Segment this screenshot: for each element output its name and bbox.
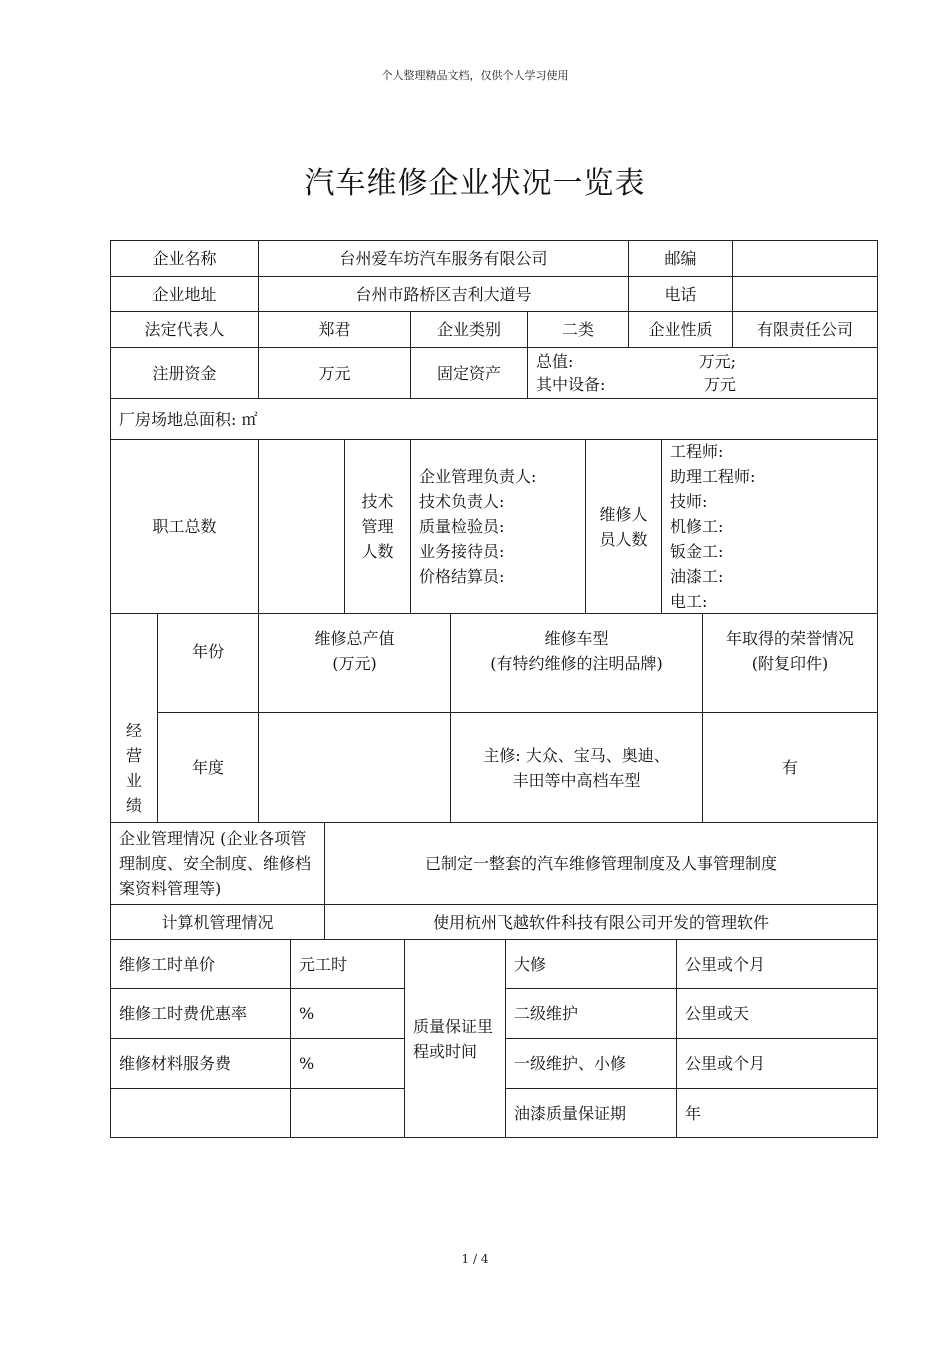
- tech-mgmt-item: 企业管理负责人:: [419, 467, 537, 486]
- page-number: 1 / 4: [461, 1252, 489, 1266]
- company-name-label: 企业名称: [110, 240, 259, 277]
- hour-price-value: 元工时: [290, 939, 405, 989]
- tech-mgmt-label: 技术管理人数: [344, 439, 411, 614]
- tech-mgmt-item: 技术负责人:: [419, 492, 505, 511]
- staff-total-value: [258, 439, 345, 614]
- computer-label: 计算机管理情况: [110, 904, 325, 940]
- company-name-value: 台州爱车坊汽车服务有限公司: [258, 240, 629, 277]
- staff-total-label: 职工总数: [110, 439, 259, 614]
- model-value: 主修: 大众、宝马、奥迪、 丰田等中高档车型: [450, 712, 703, 823]
- nature-value: 有限责任公司: [732, 311, 878, 348]
- warranty-item: 大修: [505, 939, 677, 989]
- category-label: 企业类别: [410, 311, 528, 348]
- tech-mgmt-items: [419, 464, 536, 589]
- blank-value: [290, 1088, 405, 1138]
- performance-section-label: 经营业绩: [110, 613, 158, 823]
- discount-label: 维修工时费优惠率: [110, 988, 291, 1039]
- year-value: 年度: [157, 712, 259, 823]
- warranty-value: 公里或天: [676, 988, 878, 1039]
- blank-label: [110, 1088, 291, 1138]
- warranty-item: 油漆质量保证期: [505, 1088, 677, 1138]
- discount-value: %: [290, 988, 405, 1039]
- warranty-label: 质量保证里程或时间: [404, 939, 506, 1138]
- fixed-total-row: 总值: 万元;: [536, 352, 736, 371]
- repair-staff-item: 机修工:: [670, 517, 724, 536]
- category-value: 二类: [527, 311, 629, 348]
- warranty-item: 一级维护、小修: [505, 1038, 677, 1089]
- reg-capital-value: 万元: [258, 347, 411, 399]
- warranty-value: 公里或个月: [676, 939, 878, 989]
- output-header: 维修总产值 (万元): [258, 613, 451, 713]
- warranty-value: 年: [676, 1088, 878, 1138]
- reg-capital-label: 注册资金: [110, 347, 259, 399]
- tech-mgmt-list: [410, 439, 586, 614]
- address-value: 台州市路桥区吉利大道号: [258, 276, 629, 312]
- phone-value: [732, 276, 878, 312]
- repair-staff-item: 技师:: [670, 492, 708, 511]
- legal-rep-value: 郑君: [258, 311, 411, 348]
- repair-staff-item: 钣金工:: [670, 542, 724, 561]
- model-header: 维修车型 (有特约维修的注明品牌): [450, 613, 703, 713]
- output-value: [258, 712, 451, 823]
- honor-header: 年取得的荣誉情况 (附复印件): [702, 613, 878, 713]
- area-row: 厂房场地总面积: ㎡: [110, 398, 878, 440]
- warranty-value: 公里或个月: [676, 1038, 878, 1089]
- material-value: %: [290, 1038, 405, 1089]
- fixed-assets-label: 固定资产: [410, 347, 528, 399]
- postcode-label: 邮编: [628, 240, 733, 277]
- tech-mgmt-item: 价格结算员:: [419, 567, 505, 586]
- address-label: 企业地址: [110, 276, 259, 312]
- warranty-item: 二级维护: [505, 988, 677, 1039]
- management-value: 已制定一整套的汽车维修管理制度及人事管理制度: [324, 822, 878, 905]
- repair-staff-item: 工程师:: [670, 442, 724, 461]
- material-label: 维修材料服务费: [110, 1038, 291, 1089]
- repair-staff-item: 电工:: [670, 592, 708, 611]
- tech-mgmt-item: 业务接待员:: [419, 542, 505, 561]
- fixed-assets-value: [527, 347, 878, 399]
- management-label: 企业管理情况 (企业各项管理制度、安全制度、维修档案资料管理等): [110, 822, 325, 905]
- fixed-equip-row: 其中设备: 万元: [536, 375, 736, 394]
- repair-staff-label: 维修人员人数: [585, 439, 662, 614]
- year-header: 年份: [157, 613, 259, 713]
- repair-staff-item: 助理工程师:: [670, 467, 756, 486]
- repair-staff-items: [670, 439, 755, 614]
- status-table: [110, 240, 878, 1138]
- legal-rep-label: 法定代表人: [110, 311, 259, 348]
- phone-label: 电话: [628, 276, 733, 312]
- tech-mgmt-item: 质量检验员:: [419, 517, 505, 536]
- postcode-value: [732, 240, 878, 277]
- hour-price-label: 维修工时单价: [110, 939, 291, 989]
- header-note: 个人整理精品文档，仅供个人学习使用: [381, 69, 569, 82]
- nature-label: 企业性质: [628, 311, 733, 348]
- computer-value: 使用杭州飞越软件科技有限公司开发的管理软件: [324, 904, 878, 940]
- repair-staff-list: [661, 439, 878, 614]
- repair-staff-item: 油漆工:: [670, 567, 724, 586]
- page-title: 汽车维修企业状况一览表: [304, 166, 646, 201]
- honor-value: 有: [702, 712, 878, 823]
